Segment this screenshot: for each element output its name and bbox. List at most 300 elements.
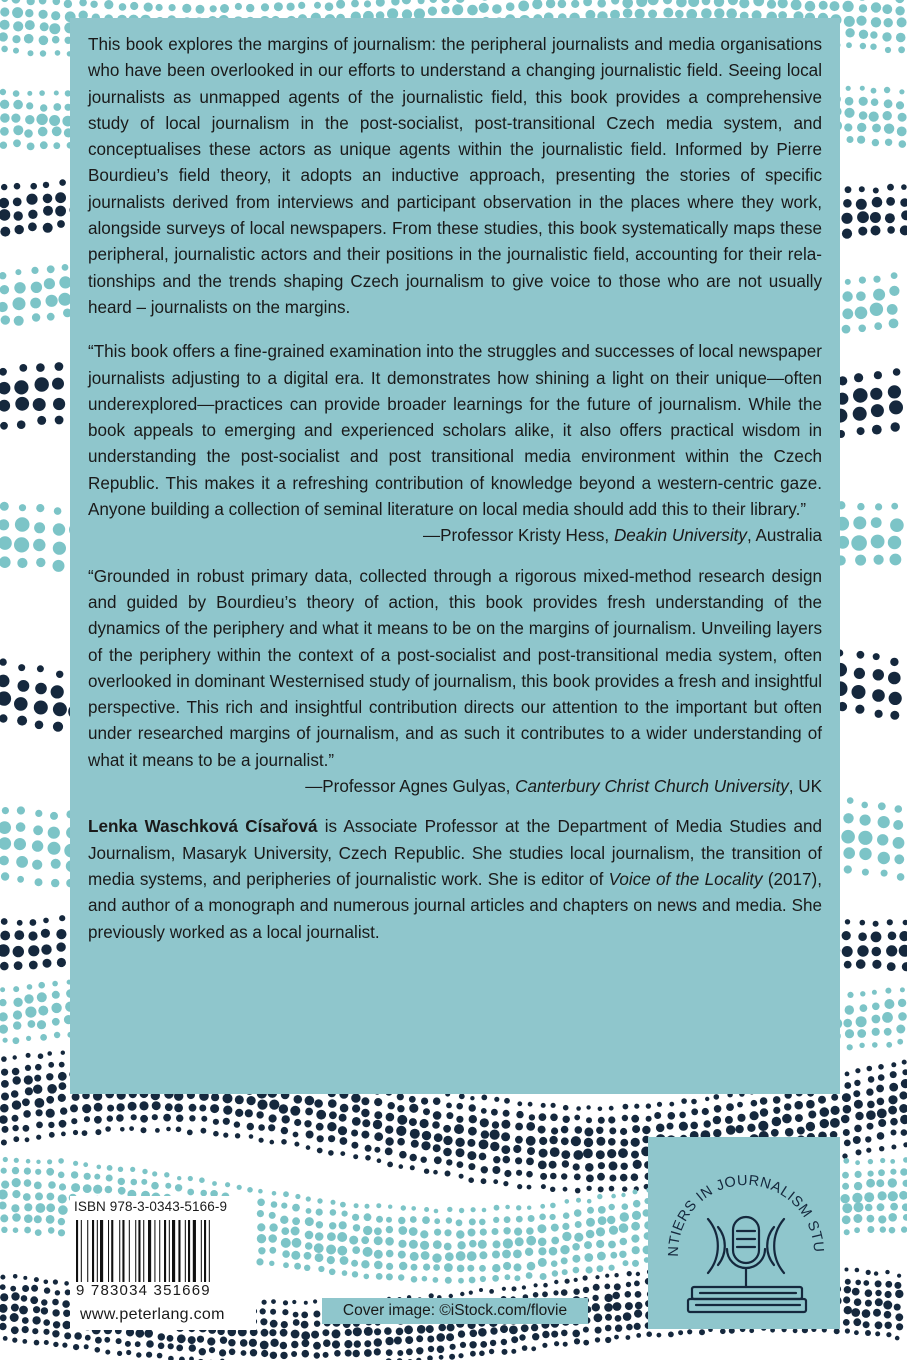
background-dot (563, 1116, 570, 1123)
background-dot (326, 1245, 336, 1255)
background-dot (470, 1351, 476, 1357)
background-dot (866, 1088, 873, 1095)
background-dot (13, 90, 20, 97)
book-description: This book explores the margins of journalism: the peripheral journalists and media organisations who have been overlooked in our efforts to understand a changing journalistic field. Seeing local journalists as unmapped agents of the journalistic field, this book provides a comprehensive study of local journalism in the post-socialist, post-transitional Czech media system, and conceptualises these actors as unique agents within the journalistic field. Informed by Pierre Bourdieu’s field theory, it adopts an inductive approach, presenting the stories of specific journalists derived from interviews and participant observation in the places where they work, alongside surveys of local newspapers. From these studies, this book systematically maps these peripheral, journalistic actors and their positions in the journalistic field, accounting for their relationships and the trends shaping Czech journalism to give voice to those who are not usually heard – journalists on the margins. (88, 35, 822, 317)
background-dot (17, 420, 26, 429)
background-dot (894, 1304, 901, 1311)
background-dot (225, 1182, 230, 1187)
background-dot (481, 1095, 487, 1101)
background-dot (511, 1349, 516, 1354)
background-dot (27, 143, 35, 151)
background-dot (522, 1345, 528, 1351)
background-dot (391, 0, 399, 6)
background-dot (621, 1193, 625, 1197)
background-dot (302, 1350, 310, 1358)
background-dot (877, 1109, 887, 1119)
background-dot (889, 286, 899, 296)
background-dot (609, 1127, 616, 1134)
background-dot (13, 139, 21, 147)
background-dot (291, 1227, 300, 1236)
background-dot (17, 806, 25, 814)
background-dot (116, 1114, 124, 1122)
background-dot (539, 1113, 547, 1121)
background-dot (22, 1285, 29, 1292)
background-dot (867, 1215, 875, 1223)
background-dot (469, 1291, 473, 1295)
background-dot (586, 1175, 594, 1183)
background-dot (294, 1095, 303, 1104)
background-dot (844, 1229, 850, 1235)
barcode-bar (81, 1220, 82, 1282)
background-dot (0, 519, 9, 530)
background-dot (456, 0, 465, 3)
background-dot (117, 1351, 122, 1356)
background-dot (64, 0, 72, 8)
background-dot (887, 304, 898, 315)
background-dot (317, 1198, 322, 1203)
background-dot (52, 1309, 59, 1316)
background-dot (491, 1109, 498, 1116)
background-dot (43, 1329, 49, 1335)
background-dot (854, 1202, 864, 1212)
background-dot (654, 1112, 661, 1119)
background-dot (22, 1339, 27, 1344)
background-dot (885, 47, 891, 53)
background-dot (282, 1309, 288, 1315)
background-dot (235, 1095, 244, 1104)
background-dot (167, 1335, 174, 1342)
background-dot (623, 1104, 629, 1110)
background-dot (245, 1109, 253, 1117)
background-dot (858, 0, 867, 1)
background-dot (888, 536, 901, 549)
background-dot (432, 1121, 440, 1129)
background-dot (516, 1205, 521, 1210)
background-dot (0, 987, 5, 992)
background-dot (1, 1227, 7, 1233)
endorsement-quote-2: “Grounded in robust primary data, collected through a rigorous mixed-method research design and guided by Bourdieu’s theory of action, this book provides fresh understanding of the dynamics of the periphery and what it means to be on the margins of journalism. Unveiling layers of the periphery within the context of a post-socialist and post-transitional media system, often overlooked in dominant Westernised study of journalism, this book provides a fresh and insightful perspective. This rich and insightful contribution directs our attention to the important but often under researched margins of journalism, and as such it contributes to a wider understanding of what it means to be a journalist.” (88, 566, 822, 770)
background-dot (885, 213, 895, 223)
background-dot (95, 1129, 101, 1135)
background-dot (281, 1227, 289, 1235)
background-dot (634, 1281, 640, 1287)
background-dot (36, 1109, 43, 1116)
background-dot (40, 1034, 47, 1041)
background-dot (41, 1299, 47, 1305)
background-dot (14, 183, 21, 190)
background-dot (59, 1183, 66, 1190)
background-dot (33, 1306, 40, 1313)
background-dot (364, 1274, 370, 1280)
background-dot (401, 1205, 406, 1210)
background-dot (890, 1203, 898, 1211)
background-dot (59, 915, 65, 921)
background-dot (872, 1015, 881, 1024)
background-dot (844, 865, 852, 873)
background-dot (878, 1074, 885, 1081)
background-dot (843, 1, 854, 12)
background-dot (46, 1215, 55, 1224)
background-dot (125, 1341, 131, 1347)
background-dot (597, 1252, 606, 1261)
background-dot (52, 991, 60, 999)
background-dot (853, 516, 866, 529)
background-dot (24, 129, 33, 138)
background-dot (55, 192, 66, 203)
background-dot (751, 1100, 758, 1107)
background-dot (57, 220, 65, 228)
background-dot (900, 225, 907, 235)
background-dot (249, 1339, 257, 1347)
background-dot (41, 929, 50, 938)
background-dot (573, 1289, 579, 1295)
background-dot (595, 1275, 599, 1279)
background-dot (105, 1350, 110, 1355)
background-dot (459, 1208, 464, 1213)
background-dot (135, 1341, 141, 1347)
background-dot (845, 186, 852, 193)
background-dot (773, 1107, 780, 1114)
background-dot (899, 1104, 907, 1113)
background-dot (597, 1194, 602, 1199)
background-dot (57, 958, 66, 967)
background-dot (13, 986, 19, 992)
background-dot (354, 1203, 359, 1208)
background-dot (558, 0, 567, 8)
background-dot (793, 1328, 798, 1333)
background-dot (481, 1130, 489, 1138)
background-dot (604, 1284, 610, 1290)
background-dot (586, 1218, 595, 1227)
barcode-bar (100, 1220, 103, 1282)
background-dot (410, 1252, 419, 1261)
background-dot (25, 1007, 36, 1018)
background-dot (135, 1329, 144, 1338)
background-dot (40, 141, 48, 149)
background-dot (854, 1100, 863, 1109)
background-dot (104, 0, 113, 9)
background-dot (853, 1318, 861, 1326)
background-dot (189, 1115, 195, 1121)
background-dot (631, 1138, 640, 1147)
background-dot (14, 1158, 19, 1163)
background-dot (56, 671, 63, 678)
background-dot (479, 1251, 487, 1259)
background-dot (34, 522, 45, 533)
background-dot (778, 0, 788, 8)
background-dot (305, 1217, 314, 1226)
background-dot (351, 1093, 360, 1102)
background-dot (269, 1329, 276, 1336)
background-dot (12, 1213, 21, 1222)
background-dot (444, 1229, 451, 1236)
background-dot (1, 1140, 7, 1146)
background-dot (875, 1331, 880, 1336)
background-dot (834, 1328, 840, 1334)
background-dot (663, 0, 672, 4)
background-dot (619, 1223, 629, 1233)
background-dot (364, 1213, 372, 1221)
background-dot (882, 4, 892, 14)
background-dot (891, 503, 898, 510)
background-dot (541, 1184, 546, 1189)
background-dot (257, 1210, 264, 1217)
background-dot (0, 999, 7, 1006)
background-dot (146, 1352, 152, 1358)
background-dot (584, 1127, 593, 1136)
barcode-digits: 9 783034 351669 (76, 1282, 211, 1299)
background-dot (598, 1162, 605, 1169)
background-dot (46, 1168, 54, 1176)
background-dot (13, 1055, 17, 1059)
background-dot (386, 1349, 393, 1356)
background-dot (843, 1296, 850, 1303)
background-dot (598, 1186, 604, 1192)
background-dot (374, 1338, 382, 1346)
background-dot (306, 1131, 314, 1139)
background-dot (538, 1258, 547, 1267)
background-dot (871, 517, 882, 528)
background-dot (31, 267, 38, 274)
background-dot (864, 1192, 874, 1202)
background-dot (327, 1256, 335, 1264)
background-dot (492, 1264, 500, 1272)
background-dot (409, 1240, 418, 1249)
background-dot (583, 1340, 589, 1346)
background-dot (426, 1325, 434, 1333)
background-dot (470, 1096, 474, 1100)
background-dot (859, 848, 871, 860)
background-dot (72, 1093, 80, 1101)
background-dot (35, 377, 49, 391)
background-dot (43, 206, 53, 216)
background-dot (0, 32, 8, 41)
background-dot (13, 100, 23, 110)
background-dot (1, 184, 7, 190)
background-dot (574, 1174, 581, 1181)
background-dot (33, 1085, 42, 1094)
background-dot (0, 556, 11, 568)
background-dot (490, 1340, 496, 1346)
background-dot (14, 537, 29, 552)
background-dot (270, 1309, 276, 1315)
background-dot (446, 1159, 452, 1165)
background-dot (782, 1114, 792, 1124)
background-dot (189, 1344, 196, 1351)
background-dot (851, 1308, 860, 1317)
background-dot (246, 4, 254, 12)
background-dot (574, 1278, 578, 1282)
background-dot (298, 2, 305, 9)
background-dot (36, 1135, 41, 1140)
background-dot (64, 1332, 71, 1339)
background-dot (55, 1290, 60, 1295)
background-dot (199, 1177, 205, 1183)
background-dot (609, 1106, 614, 1111)
background-dot (871, 932, 882, 943)
background-dot (373, 1120, 382, 1129)
background-dot (432, 1253, 441, 1262)
background-dot (855, 1112, 863, 1120)
background-dot (895, 1336, 900, 1341)
background-dot (634, 1310, 642, 1318)
background-dot (884, 1028, 892, 1036)
background-dot (13, 297, 26, 310)
background-dot (634, 1104, 639, 1109)
background-dot (374, 1236, 383, 1245)
background-dot (119, 3, 127, 11)
background-dot (38, 127, 48, 137)
background-dot (71, 1183, 80, 1192)
background-dot (883, 111, 892, 120)
background-dot (36, 1203, 46, 1213)
background-dot (34, 1215, 42, 1223)
background-dot (646, 1103, 651, 1108)
background-dot (280, 1216, 288, 1224)
background-dot (845, 97, 854, 106)
background-dot (317, 1148, 323, 1154)
background-dot (858, 932, 867, 941)
background-dot (853, 1136, 861, 1144)
background-dot (854, 668, 865, 679)
background-dot (613, 1302, 622, 1311)
background-dot (532, 1333, 539, 1340)
background-dot (891, 422, 900, 431)
background-dot (625, 1302, 633, 1310)
background-dot (398, 1226, 407, 1235)
background-dot (0, 368, 7, 376)
background-dot (83, 1184, 92, 1193)
background-dot (0, 856, 9, 866)
cover-image-credit: Cover image: ©iStock.com/flovie (322, 1298, 588, 1324)
background-dot (865, 1289, 873, 1297)
background-dot (385, 1126, 393, 1134)
background-dot (469, 1341, 476, 1348)
background-dot (538, 1126, 546, 1134)
background-dot (889, 1083, 898, 1092)
background-dot (791, 0, 802, 10)
background-dot (62, 1300, 70, 1308)
background-dot (199, 1348, 206, 1355)
background-dot (13, 198, 22, 207)
background-dot (854, 373, 863, 382)
background-dot (52, 981, 58, 987)
background-dot (840, 1194, 849, 1203)
background-dot (44, 1280, 49, 1285)
background-dot (875, 710, 883, 718)
background-dot (40, 104, 47, 111)
background-dot (301, 1321, 309, 1329)
background-dot (889, 400, 903, 414)
background-dot (503, 1110, 510, 1117)
background-dot (561, 1330, 568, 1337)
background-dot (0, 127, 9, 136)
background-dot (889, 692, 902, 705)
background-dot (418, 0, 425, 4)
background-dot (34, 701, 48, 715)
background-dot (84, 1173, 91, 1180)
background-dot (53, 103, 61, 111)
background-dot (902, 1203, 907, 1211)
background-dot (35, 1098, 45, 1108)
background-dot (456, 1219, 463, 1226)
background-dot (460, 1292, 464, 1296)
background-dot (526, 1227, 534, 1235)
background-dot (866, 1148, 871, 1153)
background-dot (287, 3, 295, 11)
background-dot (13, 125, 23, 135)
background-dot (365, 1204, 370, 1209)
background-dot (17, 876, 24, 883)
background-dot (260, 1308, 266, 1314)
background-dot (24, 1214, 33, 1223)
background-dot (175, 1184, 182, 1191)
barcode-bar (122, 1220, 124, 1282)
background-dot (467, 1251, 477, 1261)
background-dot (467, 1151, 476, 1160)
barcode-bar (138, 1220, 140, 1282)
background-dot (47, 1159, 52, 1164)
background-dot (806, 1100, 815, 1109)
background-dot (17, 558, 27, 568)
background-dot (71, 1118, 77, 1124)
background-dot (62, 264, 69, 271)
background-dot (352, 1117, 361, 1126)
background-dot (675, 10, 684, 19)
background-dot (73, 1130, 78, 1135)
background-dot (416, 1347, 423, 1354)
background-dot (872, 1003, 880, 1011)
background-dot (891, 1145, 896, 1150)
background-dot (903, 1142, 907, 1147)
background-dot (901, 184, 907, 190)
background-dot (223, 1118, 230, 1125)
background-dot (598, 1117, 605, 1124)
background-dot (561, 1126, 569, 1134)
background-dot (856, 16, 866, 26)
background-dot (340, 1137, 348, 1145)
background-dot (189, 1357, 194, 1360)
background-dot (33, 539, 45, 551)
background-dot (291, 1330, 300, 1339)
background-dot (316, 1209, 323, 1216)
background-dot (59, 1082, 67, 1090)
background-dot (131, 1179, 138, 1186)
background-dot (720, 1329, 726, 1335)
background-dot (699, 1329, 705, 1335)
background-dot (502, 1287, 506, 1291)
background-dot (62, 1343, 67, 1348)
background-dot (329, 1111, 337, 1119)
background-dot (353, 1327, 362, 1336)
background-dot (305, 1242, 313, 1250)
background-dot (48, 1062, 54, 1068)
background-dot (830, 1118, 840, 1128)
background-dot (26, 102, 33, 109)
background-dot (596, 1150, 605, 1159)
background-dot (52, 1018, 60, 1026)
background-dot (878, 1191, 887, 1200)
background-dot (529, 1114, 535, 1120)
background-dot (843, 1019, 852, 1028)
background-dot (274, 2, 283, 11)
background-dot (847, 1044, 853, 1050)
background-dot (340, 1104, 349, 1113)
background-dot (313, 1311, 320, 1318)
background-dot (676, 0, 687, 7)
background-dot (444, 1243, 452, 1251)
background-dot (631, 1173, 639, 1181)
